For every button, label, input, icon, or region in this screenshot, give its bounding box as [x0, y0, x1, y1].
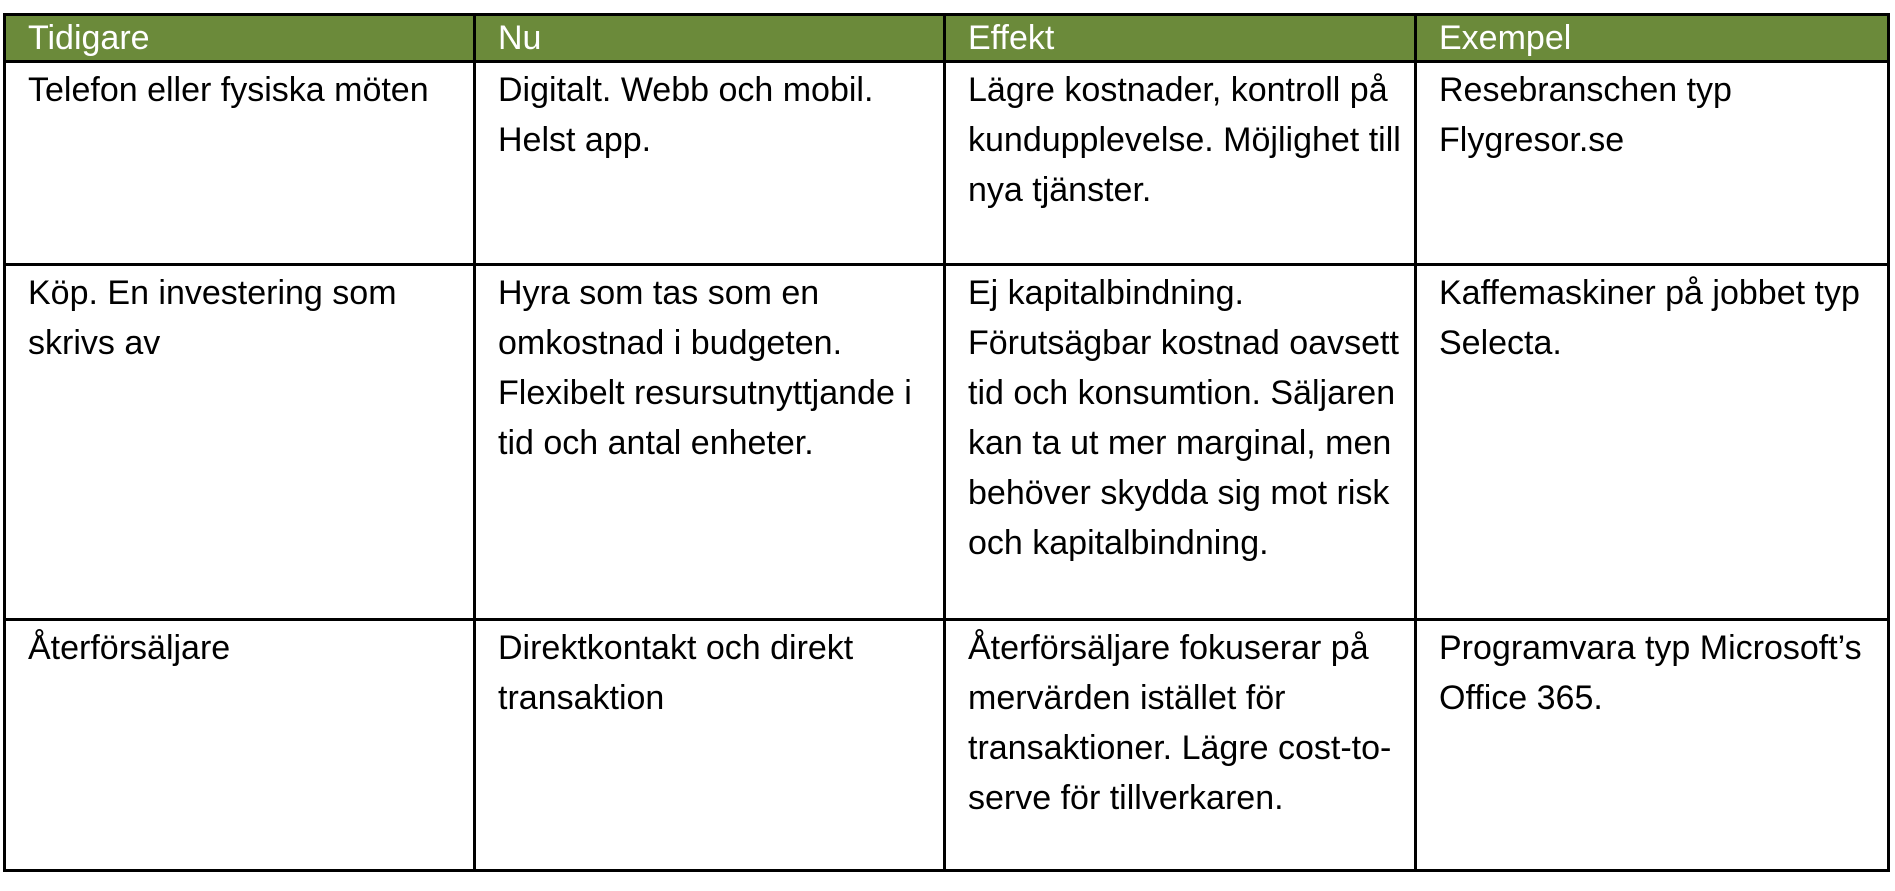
table-cell	[1416, 62, 1889, 265]
cell-text: Hyra som tas som en omkostnad i budgeten. Flexibelt resursutnyttjande i tid och antal enheter.	[498, 274, 912, 462]
table-header-row	[5, 15, 1889, 62]
cell-text: Programvara typ Microsoft’s Office 365.	[1439, 629, 1862, 717]
table-cell	[5, 265, 475, 620]
cell-text: Telefon eller fysiska möten	[28, 71, 429, 109]
cell-text: Lägre kostnader, kontroll på kundupplevelse. Möjlighet till nya tjänster.	[968, 71, 1401, 209]
table-cell	[1416, 620, 1889, 871]
header-tidigare: Tidigare	[5, 15, 475, 62]
cell-text: Direktkontakt och direkt transaktion	[498, 629, 854, 717]
header-nu: Nu	[475, 15, 945, 62]
table-row	[5, 620, 1889, 871]
table-cell	[1416, 265, 1889, 620]
header-effekt: Effekt	[945, 15, 1416, 62]
table-cell	[945, 62, 1416, 265]
table-cell	[945, 620, 1416, 871]
table-cell	[945, 265, 1416, 620]
cell-text: Digitalt. Webb och mobil. Helst app.	[498, 71, 874, 159]
comparison-table	[3, 13, 1890, 872]
cell-text: Återförsäljare	[28, 629, 231, 667]
cell-text: Återförsäljare fokuserar på mervärden istället för transaktioner. Lägre cost-to-serve för tillverkaren.	[968, 629, 1392, 817]
table-cell	[5, 620, 475, 871]
table-cell	[475, 265, 945, 620]
table-cell	[475, 62, 945, 265]
cell-text: Köp. En investering som skrivs av	[28, 274, 397, 362]
table-cell	[475, 620, 945, 871]
comparison-table-container	[3, 13, 1887, 872]
table-cell	[5, 62, 475, 265]
cell-text: Ej kapitalbindning. Förutsägbar kostnad oavsett tid och konsumtion. Säljaren kan ta ut mer marginal, men behöver skydda sig mot risk och kapitalbindning.	[968, 274, 1399, 562]
table-row	[5, 265, 1889, 620]
cell-text: Kaffemaskiner på jobbet typ Selecta.	[1439, 274, 1860, 362]
table-row	[5, 62, 1889, 265]
cell-text: Resebranschen typ Flygresor.se	[1439, 71, 1732, 159]
header-exempel: Exempel	[1416, 15, 1889, 62]
